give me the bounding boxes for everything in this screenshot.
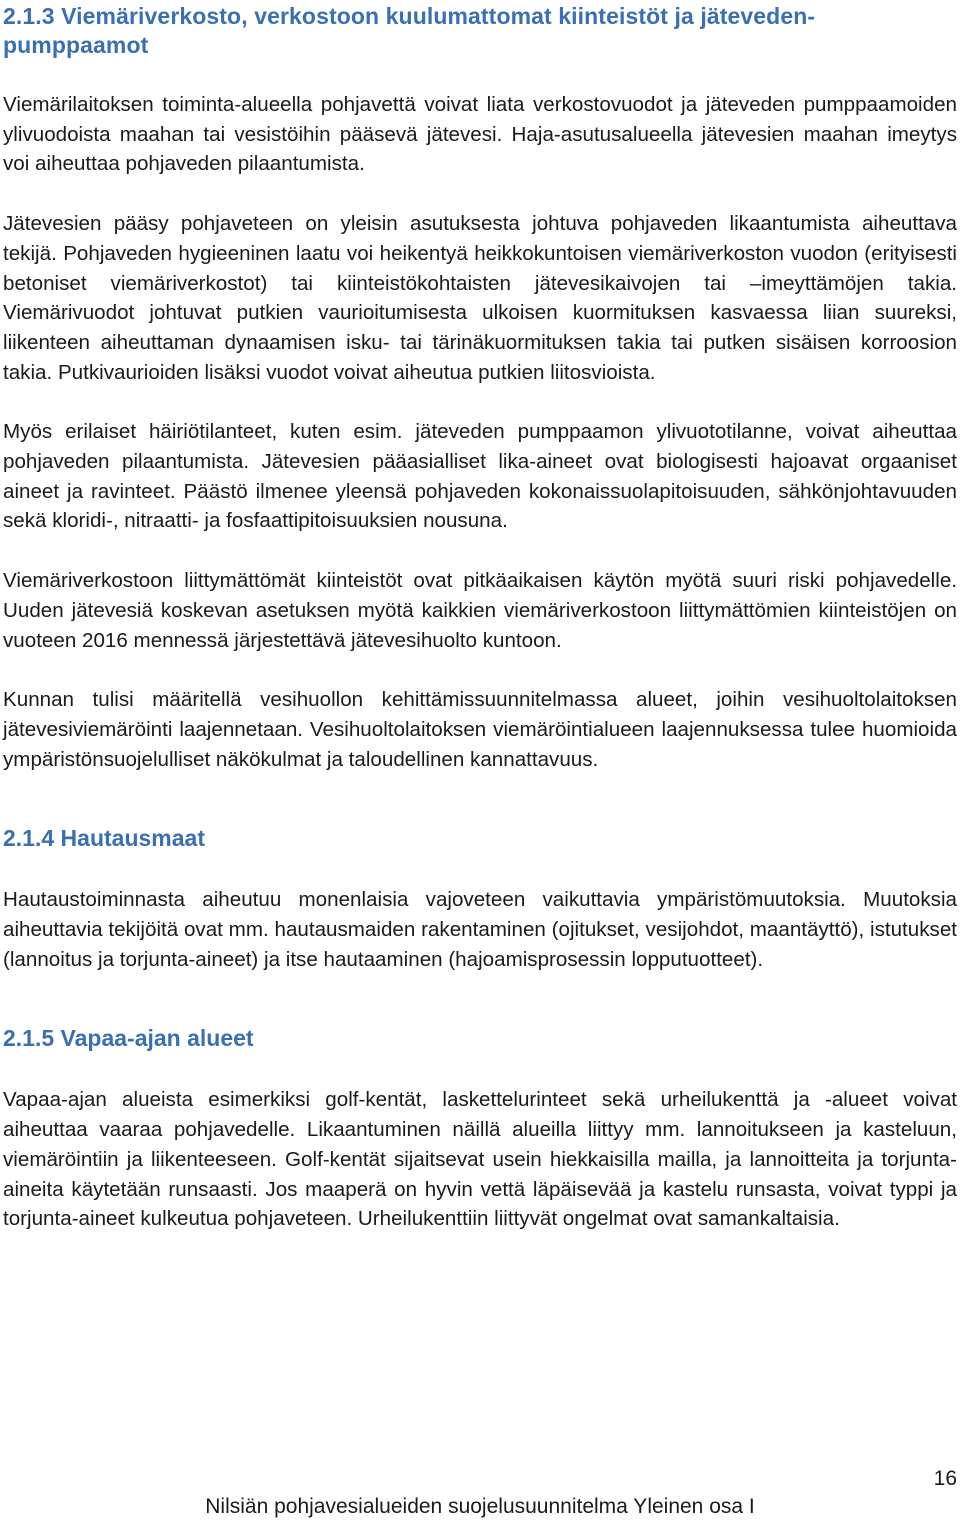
section-heading-2-1-4: 2.1.4 Hautausmaat <box>3 825 205 852</box>
page-number: 16 <box>933 1467 957 1490</box>
paragraph-wastewater-leakage: Jätevesien pääsy pohjaveteen on yleisin asutuksesta johtuva pohjaveden likaantumista aiheuttava tekijä. Pohjaveden hygieeninen laatu voi heikentyä heikkokuntoisen viemäriverkoston vuodon (erityisesti betoniset viemäriverkostot) tai kiinteistökohtaisten jätevesikaivojen tai –imeyttämöjen takia. Viemärivuodot johtuvat putkien vaurioitumisesta ulkoisen kuormituksen kasvaessa liian suureksi, liikenteen aiheuttaman dynaamisen isku- tai tärinäkuormituksen takia tai putken sisäisen korroosion takia. Putkivaurioiden lisäksi vuodot voivat aiheutua putkien liitosvioista. <box>3 212 957 384</box>
paragraph-cemeteries: Hautaustoiminnasta aiheutuu monenlaisia vajoveteen vaikuttavia ympäristömuutoksia. Muutoksia aiheuttavia tekijöitä ovat mm. hautausmaiden rakentaminen (ojitukset, vesijohdot, maantäyttö), istutukset (lannoitus ja torjunta-aineet) ja itse hautaaminen (hajoamisprosessin lopputuotteet). <box>3 888 957 971</box>
paragraph-disturbances: Myös erilaiset häiriötilanteet, kuten esim. jäteveden pumppaamon ylivuototilanne, voivat aiheuttaa pohjaveden pilaantumista. Jätevesien pääasialliset lika-aineet ovat biologisesti hajoavat orgaaniset aineet ja ravinteet. Päästö ilmenee yleensä pohjaveden kokonaissuolapitoisuuden, sähkönjohtavuuden sekä kloridi-, nitraatti- ja fosfaattipitoisuuksien nousuna. <box>3 420 957 533</box>
section-heading-2-1-3: 2.1.3 Viemäriverkosto, verkostoon kuulumattomat kiinteistöt ja jäteveden-pumppaamot <box>3 3 816 58</box>
paragraph-unconnected-properties: Viemäriverkostoon liittymättömät kiinteistöt ovat pitkäaikaisen käytön myötä suuri riski pohjavedelle. Uuden jätevesiä koskevan asetuksen myötä kaikkien viemäriverkostoon liittymättömien kiinteistöjen on vuoteen 2016 mennessä järjestettävä jätevesihuolto kuntoon. <box>3 569 957 652</box>
page-footer: Nilsiän pohjavesialueiden suojelusuunnitelma Yleinen osa I <box>205 1495 755 1518</box>
page-content <box>3 2 957 1234</box>
section-heading-2-1-5: 2.1.5 Vapaa-ajan alueet <box>3 1025 254 1052</box>
paragraph-municipal-planning: Kunnan tulisi määritellä vesihuollon kehittämissuunnitelmassa alueet, joihin vesihuoltolaitoksen jätevesiviemäröinti laajennetaan. Vesihuoltolaitoksen viemäröintialueen laajennuksessa tulee huomioida ympäristönsuojelulliset näkökulmat ja taloudellinen kannattavuus. <box>3 688 957 771</box>
paragraph-recreation-areas: Vapaa-ajan alueista esimerkiksi golf-kentät, laskettelurinteet sekä urheilukenttä ja -alueet voivat aiheuttaa vaaraa pohjavedelle. Likaantuminen näillä alueilla liittyy mm. lannoitukseen ja kasteluun, viemäröintiin ja liikenteeseen. Golf-kentät sijaitsevat usein hiekkaisilla mailla, ja lannoitteita ja torjunta-aineita käytetään runsaasti. Jos maaperä on hyvin vettä läpäisevää ja kastelu runsasta, voivat typpi ja torjunta-aineet kulkeutua pohjaveteen. Urheilukenttiin liittyvät ongelmat ovat samankaltaisia. <box>3 1088 957 1231</box>
paragraph-wastewater-intro: Viemärilaitoksen toiminta-alueella pohjavettä voivat liata verkostovuodot ja jäteveden pumppaamoiden ylivuodoista maahan tai vesistöihin pääsevä jätevesi. Haja-asutusalueella jätevesien maahan imeytys voi aiheuttaa pohjaveden pilaantumista. <box>3 93 957 176</box>
